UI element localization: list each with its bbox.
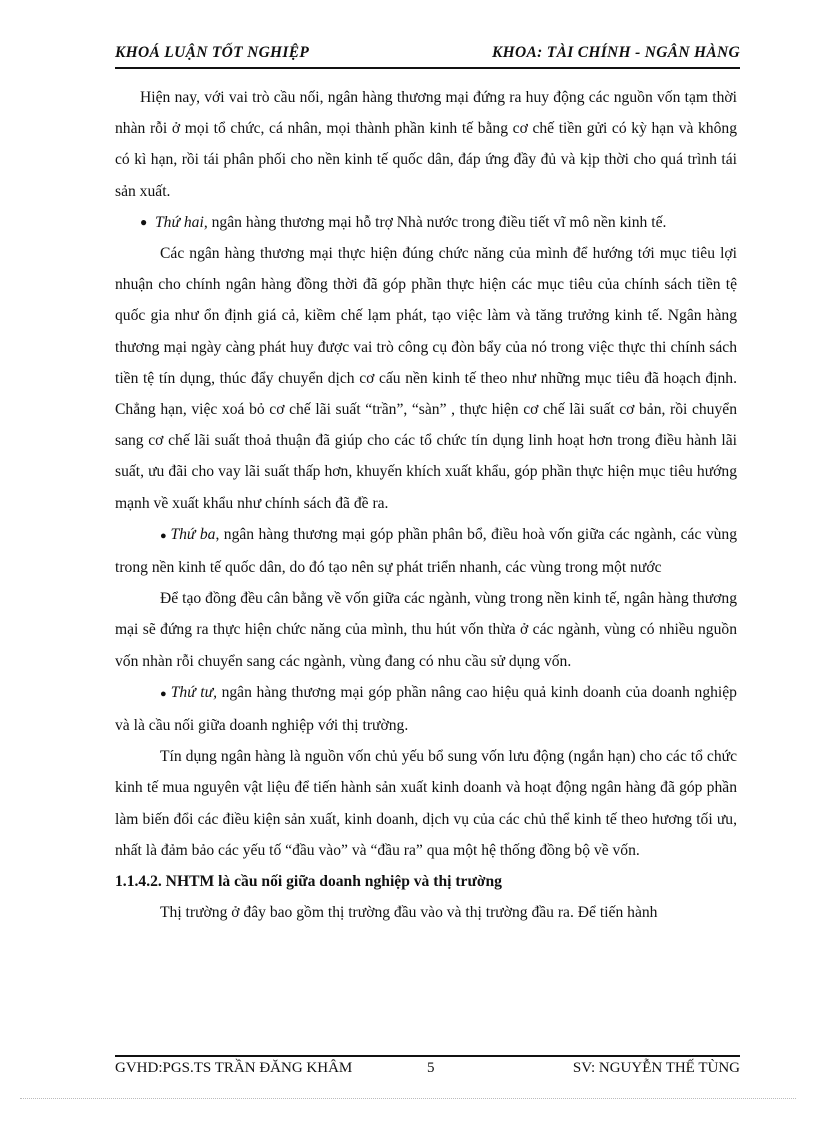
bullet-icon: ● bbox=[160, 687, 171, 700]
footer-supervisor: GVHD:PGS.TS TRẦN ĐĂNG KHÂM bbox=[115, 1060, 353, 1076]
paragraph: Hiện nay, với vai trò cầu nối, ngân hàng thương mại đứng ra huy động các nguồn vốn tạm thời nhàn rỗi ở mọi tổ chức, cá nhân, mọi thành phần kinh tế bằng cơ chế tiền gửi có kỳ hạn và không có kì hạn, rồi tái phân phối cho nền kinh tế quốc dân, đáp ứng đầy đủ và kịp thời cho quá trình tái sản xuất. bbox=[115, 89, 737, 200]
page-footer bbox=[115, 1060, 740, 1080]
bullet-paragraph bbox=[115, 519, 737, 583]
bullet-text: ngân hàng thương mại góp phần nâng cao hiệu quả kinh doanh của doanh nghiệp và là cầu nối giữa doanh nghiệp với thị trường. bbox=[115, 683, 737, 735]
bullet-icon: ● bbox=[160, 529, 171, 542]
paragraph: Để tạo đồng đều cân bằng về vốn giữa các ngành, vùng trong nền kinh tế, ngân hàng thương mại sẽ đứng ra thực hiện chức năng của mình, thu hút vốn thừa ở các ngành, vùng có nhiều nguồn vốn nhàn rỗi chuyển sang các ngành, vùng đang có nhu cầu sử dụng vốn. bbox=[115, 590, 737, 670]
paragraph: Thị trường ở đây bao gồm thị trường đầu vào và thị trường đầu ra. Để tiến hành bbox=[160, 904, 658, 922]
bullet-lead: Thứ hai bbox=[155, 213, 204, 231]
page-number: 5 bbox=[427, 1060, 435, 1076]
footer-rule bbox=[115, 1055, 740, 1057]
bullet-paragraph bbox=[115, 677, 737, 741]
header-rule bbox=[115, 67, 740, 69]
header-left-title: KHOÁ LUẬN TỐT NGHIỆP bbox=[115, 44, 310, 61]
document-body bbox=[115, 82, 737, 928]
paragraph: Các ngân hàng thương mại thực hiện đúng chức năng của mình để hướng tới mục tiêu lợi nhuận cho chính ngân hàng đồng thời đã góp phần thực hiện các mục tiêu của chính sách tiền tệ quốc gia như ổn định giá cả, kiềm chế lạm phát, tạo việc làm và tăng trưởng kinh tế. Ngân hàng thương mại ngày càng phát huy được vai trò công cụ đòn bẩy của nó trong việc thực thi chính sách tiền tệ tín dụng, thúc đẩy chuyển dịch cơ cấu nền kinh tế theo như những mục tiêu đã hoạch định. Chẳng hạn, việc xoá bỏ cơ chế lãi suất “trần”, “sàn” , thực hiện cơ chế lãi suất cơ bản, rồi chuyển sang cơ chế lãi suất thoả thuận đã giúp cho các tổ chức tín dụng linh hoạt hơn trong điều hành lãi suất, ưu đãi cho vay lãi suất thấp hơn, khuyến khích xuất khẩu, góp phần thực hiện mục tiêu hướng mạnh về xuất khẩu như chính sách đã đề ra. bbox=[115, 245, 737, 512]
page-break-divider bbox=[20, 1098, 796, 1099]
header-right-title: KHOA: TÀI CHÍNH - NGÂN HÀNG bbox=[492, 44, 740, 61]
bullet-lead: Thứ tư, bbox=[170, 683, 218, 701]
bullet-paragraph bbox=[115, 207, 737, 238]
page-header bbox=[115, 44, 740, 66]
footer-student: SV: NGUYỄN THẾ TÙNG bbox=[572, 1060, 740, 1076]
bullet-icon: ● bbox=[140, 214, 148, 229]
bullet-text: , ngân hàng thương mại góp phần phân bổ, điều hoà vốn giữa các ngành, các vùng trong nền kinh tế quốc dân, do đó tạo nên sự phát triển nhanh, các vùng trong một nước bbox=[115, 525, 738, 577]
paragraph: Tín dụng ngân hàng là nguồn vốn chủ yếu bổ sung vốn lưu động (ngắn hạn) cho các tổ chức kinh tế mua nguyên vật liệu để tiến hành sản xuất kinh doanh và hoạt động ngân hàng đã góp phần làm biến đổi các điều kiện sản xuất, kinh doanh, dịch vụ của các chủ thể kinh tế theo hương tối ưu, nhất là đảm bảo các yếu tố “đầu vào” và “đầu ra” qua một hệ thống đồng bộ về vốn. bbox=[115, 748, 737, 859]
bullet-lead: Thứ ba bbox=[170, 525, 216, 543]
bullet-text: , ngân hàng thương mại hỗ trợ Nhà nước trong điều tiết vĩ mô nền kinh tế. bbox=[203, 213, 667, 231]
section-heading: 1.1.4.2. NHTM là cầu nối giữa doanh nghiệp và thị trường bbox=[115, 873, 502, 891]
